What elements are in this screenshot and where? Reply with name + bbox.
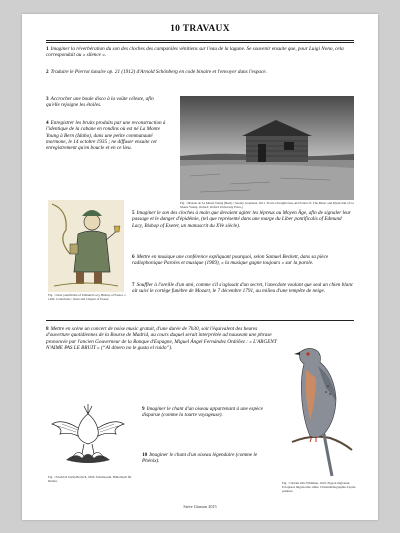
- item-number: 7: [132, 282, 135, 288]
- item-text: Imaginer le son des cloches à main que devaient agiter les lépreux au Moyen Âge, afin de signaler leur passage et le danger d'épidémie, (tel que représenté dans une marge du Liber pontificalis of Edmund Lacy, Bishop of Exeter, un manuscrit du XVe siècle).: [132, 210, 351, 229]
- item-text: Mettre en musique une conférence expliquant pourquoi, selon Samuel Beckett, dans sa pièce radiophonique Paroles et musique (1969), « la musique gagne toujours » sur la parole.: [132, 254, 329, 267]
- list-item: [132, 210, 354, 229]
- leper-manuscript-image: [48, 200, 124, 292]
- item-number: 3: [46, 96, 49, 102]
- list-item: [46, 69, 354, 75]
- list-item: [46, 120, 168, 151]
- page-title: 10 TRAVAUX: [170, 24, 230, 34]
- item-number: 4: [46, 120, 49, 126]
- title-rule-bottom: [46, 42, 354, 43]
- section-divider: [46, 320, 354, 321]
- item-text: Enregistrer les bruits produits par une reconstruction à l'identique de la cabane en rondins où est né La Monte Young à Bern (Idaho), dans une petite communauté mormone, le 14 octobre 1935 ; ne diffuser ensuite cet enregistrement qu'en boucle et en ce lieu.: [46, 120, 166, 152]
- item-number: 8: [46, 326, 49, 332]
- phoenix-caption: Fig. : Friedrich Justin Bertuch. 1806. Tabelnorum. Bilderbuch für Kinder.: [48, 475, 132, 483]
- list-item: [46, 46, 354, 59]
- item-number: 2: [46, 69, 49, 75]
- passenger-pigeon-illustration: [282, 330, 356, 480]
- list-item: [46, 96, 168, 109]
- item-text: Imaginer le chant d'un oiseau légendaire (comme le Phénix).: [142, 452, 258, 465]
- list-item: [132, 282, 354, 295]
- item-text: Imaginer le chant d'un oiseau appartenant à une espèce disparue (comme la tourte voyageuse).: [142, 406, 263, 419]
- title-rule-top: [46, 40, 354, 41]
- list-item: [142, 406, 270, 419]
- item-number: 10: [142, 452, 148, 458]
- item-text: Traduire le Pierrot lunaire op. 21 (1912) d'Arnold Schönberg en code binaire et l'envoyer dans l'espace.: [50, 69, 267, 75]
- page-footer: Steve Giasson 2015: [183, 504, 217, 509]
- item-text: Souffler à l'oreille d'un ami, comme s'il s'agissait d'un secret, l'anecdote voulant que seul un chien blanc ait suivi le cortège funèbre de Mozart, le 7 décembre 1791, au milieu d'une tempête de neige.: [132, 282, 354, 295]
- cabin-caption: Fig. : Maison de La Monte Young (Bern) / Jeremy Grandson, 2011. From a Straight Line and Follow It: The Music and Mysticism of La Monte Young. Oxford: Oxford University Press.): [180, 201, 354, 209]
- item-number: 6: [132, 254, 135, 260]
- list-item: [46, 326, 278, 351]
- phoenix-engraving: [48, 400, 128, 472]
- item-number: 5: [132, 210, 135, 216]
- pigeon-caption: Fig. : Charles Otis Whitman, 1919. Pigeon migrateur, Ectopistes migratorius, mâle. Chromolithographie d'après peinture.: [282, 481, 356, 493]
- item-text: Mettre en scène un concert de noise music gratuit, d'une durée de 7h30, soit l'équivalent des heures d'ouverture quotidiennes de la Bourse de Madrid, au cours duquel serait interprétée ad nauseam une phrase prononcée par l'ancien Gouverneur de la Banque d'Espagne, Miguel Ángel Fernández Ordóñez : « L'ARGENT N'AIME PAS LE BRUIT » (“Al dinero no le gusta el ruido”).: [46, 326, 277, 351]
- list-item: [132, 254, 354, 267]
- document-page: [22, 14, 378, 520]
- leper-caption: Fig. : Liber pontificalis of Edmund Lacy, Bishop of Exeter, c. 1400. Collections : Dean and Chapter of Exeter.: [48, 293, 127, 301]
- item-text: Accrocher une boule disco à la voûte céleste, afin qu'elle rejoigne les étoiles.: [46, 96, 154, 109]
- item-number: 9: [142, 406, 145, 412]
- cabin-photo: [180, 96, 354, 200]
- item-text: Imaginer la réverbération du son des cloches des campaniles vénitiens sur l'eau de la lagune. Se souvenir ensuite que, pour Luigi Nono, cela correspondait au « silence ».: [46, 46, 344, 59]
- item-number: 1: [46, 46, 49, 52]
- list-item: [142, 452, 270, 465]
